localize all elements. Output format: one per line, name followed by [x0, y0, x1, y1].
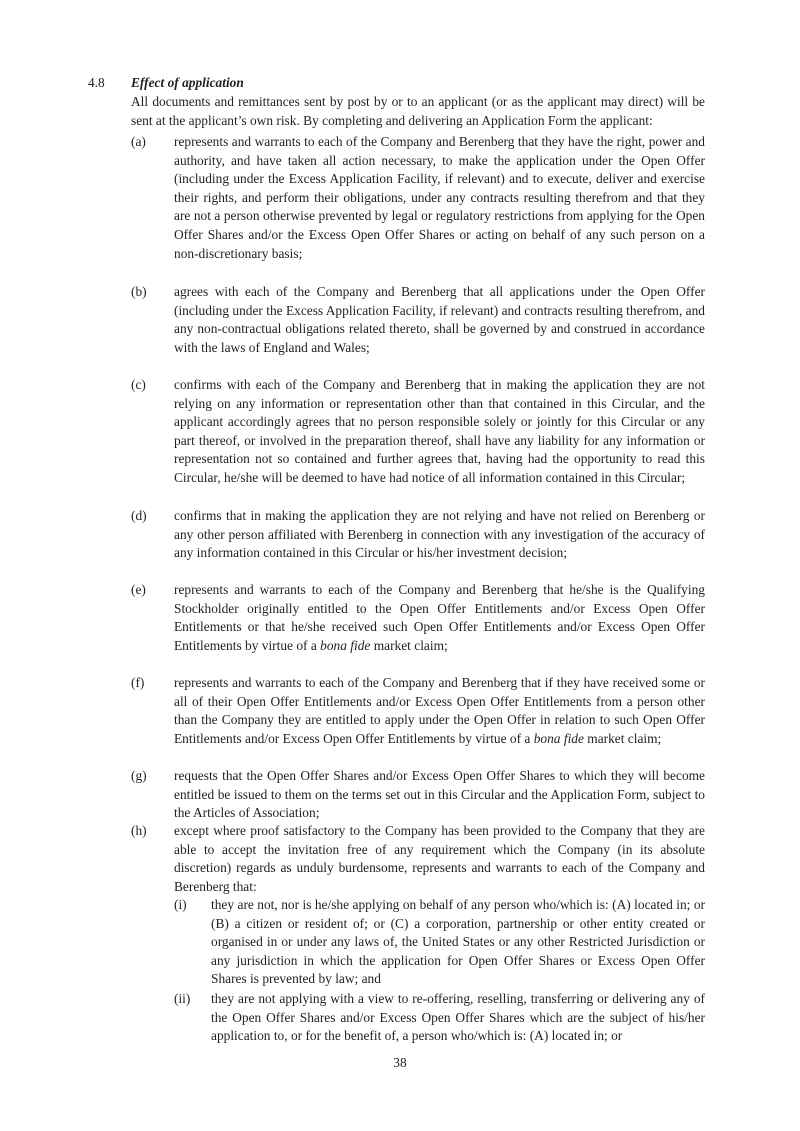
text-run: represents and warrants to each of the Company and Berenberg that he/she is the Qualifying Stockholder originally entitled to the Open Offer Entitlements and/or Excess Open Offer Entitlements or that he/she received such Open Offer Entitlements and/or Excess Open Offer Entitlements by virtue of a: [174, 582, 705, 653]
text-run: represents and warrants to each of the Company and Berenberg that if they have received some or all of their Open Offer Entitlements and/or Excess Open Offer Entitlements from a person other than the Company they are entitled to apply under the Open Offer in relation to such Open Offer Entitlements and/or Excess Open Offer Entitlements by virtue of a: [174, 675, 705, 746]
subitem-text: they are not, nor is he/she applying on behalf of any person who/which is: (A) located in; or (B) a citizen or resident of; or (C) a corporation, partnership or other entity created or organised in or under any laws of, the United States or any other Restricted Jurisdiction or any jurisdiction in which the application for Open Offer Shares or Excess Open Offer Shares is prevented by law; and: [211, 897, 705, 987]
list-item-c: [131, 376, 705, 488]
sub-item-i: [174, 896, 705, 989]
item-text: confirms that in making the application they are not relying and have not relied on Berenberg or any other person affiliated with Berenberg in connection with any investigation of the accuracy of any information contained in this Circular or his/her investment decision;: [174, 508, 705, 561]
item-label: (g): [131, 768, 147, 783]
item-label: (c): [131, 377, 146, 392]
item-label: (a): [131, 134, 146, 149]
item-label: (e): [131, 582, 146, 597]
item-label: (d): [131, 508, 147, 523]
list-item-g: [131, 767, 705, 823]
list-item-d: [131, 507, 705, 563]
list-item-f: [131, 674, 705, 748]
item-text: [174, 674, 705, 748]
list-item-h: [131, 822, 705, 896]
sub-item-ii: [174, 990, 705, 1046]
item-text: [174, 581, 705, 655]
italic-term: bona fide: [533, 730, 584, 746]
section-title: Effect of application: [131, 75, 244, 90]
item-label: (b): [131, 284, 147, 299]
item-label: (h): [131, 823, 147, 838]
item-text: agrees with each of the Company and Berenberg that all applications under the Open Offer (including under the Excess Application Facility, if relevant) and contracts resulting therefrom, and any non-contractual obligations related thereto, shall be governed by and construed in accordance with the laws of England and Wales;: [174, 284, 705, 355]
item-text: confirms with each of the Company and Berenberg that in making the application they are not relying on any information or representation other than that contained in this Circular, and the applicant accordingly agrees that no person responsible solely or jointly for this Circular or any part thereof, or involved in the preparation thereof, shall have any liability for any information or representation not so contained and further agrees that, having had the opportunity to read this Circular, he/she will be deemed to have had notice of all information contained in this Circular;: [174, 377, 705, 485]
item-text: except where proof satisfactory to the Company has been provided to the Company that they are able to accept the invitation free of any requirement which the Company (in its absolute discretion) regards as unduly burdensome, represents and warrants to each of the Company and Berenberg that:: [174, 823, 705, 894]
item-text: requests that the Open Offer Shares and/or Excess Open Offer Shares to which they will become entitled be issued to them on the terms set out in this Circular and the Application Form, subject to the Articles of Association;: [174, 768, 705, 821]
list-item-b: [131, 283, 705, 357]
list-item-a: [131, 133, 705, 263]
section-intro: All documents and remittances sent by post by or to an applicant (or as the applicant may direct) will be sent at the applicant’s own risk. By completing and delivering an Application Form the applicant:: [131, 94, 705, 128]
item-text: represents and warrants to each of the Company and Berenberg that they have the right, power and authority, and have taken all action necessary, to make the application under the Open Offer (including under the Excess Application Facility, if relevant) and to execute, deliver and exercise their rights, and perform their obligations, under any contracts resulting therefrom and that they are not a person otherwise prevented by legal or regulatory restrictions from applying for the Open Offer Shares and/or the Excess Open Offer Shares or acting on behalf of any such person on a non-discretionary basis;: [174, 134, 705, 261]
item-label: (f): [131, 675, 145, 690]
subitem-label: (ii): [174, 991, 191, 1006]
section-number: 4.8: [88, 75, 105, 90]
italic-term: bona fide: [320, 637, 371, 653]
subitem-text: they are not applying with a view to re-offering, reselling, transferring or delivering any of the Open Offer Shares and/or Excess Open Offer Shares which are the subject of his/her application to, or for the benefit of, a person who/which is: (A) located in; or: [211, 991, 705, 1044]
subitem-label: (i): [174, 897, 187, 912]
list-item-e: [131, 581, 705, 655]
page-number: 38: [393, 1055, 407, 1070]
text-run: market claim;: [583, 730, 662, 746]
text-run: market claim;: [370, 637, 448, 653]
